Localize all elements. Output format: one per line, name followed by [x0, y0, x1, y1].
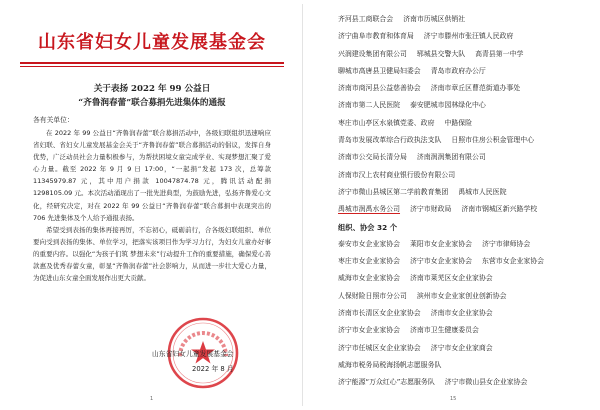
- list-item: 人保财险日照市分公司: [338, 291, 407, 300]
- list-item: 泰安肥城市园林绿化中心: [410, 101, 486, 110]
- list-item: 威海市税务局税海扬帆志愿服务队: [338, 360, 442, 369]
- list-item: 高青县第一中学: [475, 49, 524, 58]
- list-item: 济宁市微山县城区第二学前教育集团: [338, 187, 449, 196]
- list-row: [338, 184, 594, 201]
- list-row: [338, 270, 594, 287]
- header-rule-top: [20, 62, 284, 64]
- list-item: 济南市汉上农村商业银行股份有限公司: [338, 170, 456, 179]
- list-row: [338, 167, 594, 184]
- list-item: 济宁市滕州市张汪镇人民政府: [423, 32, 514, 41]
- list-item: 济宁市女企业家协会: [410, 257, 473, 266]
- list-item: 青岛市政府办公厅: [430, 66, 486, 75]
- body-paragraph: 希望受到表扬的集体再接再厉，不忘初心，砥砺前行，合各级妇联组织、单位要向受到表扬的集体、单位学习，把落实该项目作为学习力行，为妇女儿童办好事的重要内容。以强化“为孩子们筑 梦想未来”行动提升工作的重要措施，确保爱心善款惠及优秀春蕾女童，彰显“齐鲁润春蕾”社会影响力，从而进一步壮大爱心力量，为促进山东女童全面发展作出更大贡献。: [33, 225, 271, 283]
- list-row: [338, 115, 594, 132]
- highlighted-list-item: 禹城市润禹水务公司: [338, 205, 401, 214]
- list-row: [338, 305, 594, 322]
- list-row: [338, 253, 594, 270]
- list-item: 济宁市财政局: [410, 205, 452, 214]
- list-row: [338, 322, 594, 339]
- list-row: [338, 288, 594, 305]
- list-row: [338, 201, 594, 218]
- list-item: 济南市女企业家协会: [430, 309, 493, 318]
- page-number: 15: [450, 396, 457, 402]
- list-item: 济南市长清区女企业家协会: [338, 309, 421, 318]
- list-item: 郓城县交警大队: [416, 49, 466, 58]
- page-divider: [302, 4, 303, 406]
- list-item: 济南市公交局长清分局: [338, 153, 407, 162]
- list-item: 济宁市女企业家商会: [430, 343, 493, 352]
- list-item: 济宁能源“万众红心”志愿服务队: [338, 378, 435, 387]
- list-item: 齐河县工商联合会: [338, 15, 394, 23]
- list-item: 莱阳市女企业家协会: [410, 239, 473, 248]
- header-rule-bottom: [20, 66, 284, 67]
- list-row: [338, 374, 594, 391]
- list-item: 济南市章丘区曹范街道办事处: [430, 84, 521, 93]
- honoree-list: [338, 11, 594, 392]
- body-paragraph: 在 2022 年 99 公益日“齐鲁润春蕾”联合募捐活动中，各级妇联组织迅速响应省妇联、省妇女儿童发展基金会关于“齐鲁润春蕾”联合募捐活动的倡议，发挥自身优势，广泛动员社会力量积极参与，为帮扶困境女童完成学业、实现梦想汇聚了爱心力量。截至 2022 年 9 月 9 日 17:00，“一起捐”发起 173 次，总筹款 11345979.87 元，其中用户捐款 10047874.78 元，腾讯活动配捐 1298105.09 元。本次活动涌现出了一批先进典型，为鼓励先进，弘扬齐鲁爱心文化，经研究决定，对在 2022 年 99 公益日“齐鲁润春蕾”联合募捐中表现突出的 706 先进集体及个人给予通报表扬。: [33, 129, 271, 222]
- list-row: [338, 236, 594, 253]
- list-item: 济宁市女企业家协会: [338, 326, 401, 335]
- list-item: 济南市第二人民医院: [338, 101, 401, 110]
- list-item: 泰安市女企业家协会: [338, 239, 401, 248]
- list-item: 济宁市律师协会: [482, 239, 531, 248]
- list-row: [338, 28, 594, 45]
- list-item: 日照市住房公积金管理中心: [451, 136, 535, 145]
- list-row: [338, 340, 594, 357]
- list-item: 济南市商河县公益慈善协会: [338, 84, 421, 93]
- list-row: [338, 11, 594, 28]
- list-item: 济南市莱芜区女企业家协会: [410, 274, 493, 283]
- list-item: 滨州市女企业家创业创新协会: [416, 291, 507, 300]
- list-item: 济南市卫生健康委员会: [410, 326, 479, 335]
- list-item: 青岛市发展改革综合行政执法支队: [338, 136, 442, 145]
- list-row: [338, 132, 594, 149]
- signature-organization: 山东省妇女儿童发展基金会: [152, 350, 234, 358]
- list-row: [338, 80, 594, 97]
- list-item: 枣庄市山亭区水泉镇党委、政府: [338, 118, 435, 127]
- signature-date: 2022 年 8 月: [192, 365, 234, 373]
- list-item: 禹城市人民医院: [458, 187, 507, 196]
- list-row: [338, 149, 594, 166]
- list-item: 威海市女企业家协会: [338, 274, 401, 283]
- list-item: 中路保险: [444, 118, 473, 127]
- page-number: 1: [150, 396, 154, 402]
- salutation: 各有关单位：: [33, 116, 74, 124]
- notice-body: [33, 127, 271, 284]
- list-item: 济宁市任城区女企业家协会: [338, 343, 421, 352]
- notice-title-line-1: 关于表扬 2022 年 99 公益日: [93, 84, 211, 94]
- list-item: 济南市历城区供销社: [403, 15, 466, 23]
- list-row: [338, 63, 594, 80]
- list-item: 济宁曲阜市教育和体育局: [338, 32, 414, 41]
- list-item: 东营市女企业家协会: [482, 257, 545, 266]
- notice-title-line-2: “齐鲁润春蕾”联合募捐先进集体的通报: [78, 98, 226, 108]
- list-item: 兴润建设集团有限公司: [338, 49, 407, 58]
- list-item: 济南市钢城区新兴路学校: [461, 205, 538, 214]
- list-item: 济南润润集团有限公司: [416, 153, 486, 162]
- list-row: [338, 357, 594, 374]
- section-heading: 组织、协会 32 个: [338, 222, 398, 232]
- list-item: 济宁市微山县女企业家协会: [444, 378, 528, 387]
- list-row: [338, 97, 594, 114]
- list-item: 枣庄市女企业家协会: [338, 257, 401, 266]
- list-item: 聊城市高唐县卫健局妇委会: [338, 66, 421, 75]
- list-row: [338, 46, 594, 63]
- document-header: 山东省妇女儿童发展基金会: [38, 32, 266, 53]
